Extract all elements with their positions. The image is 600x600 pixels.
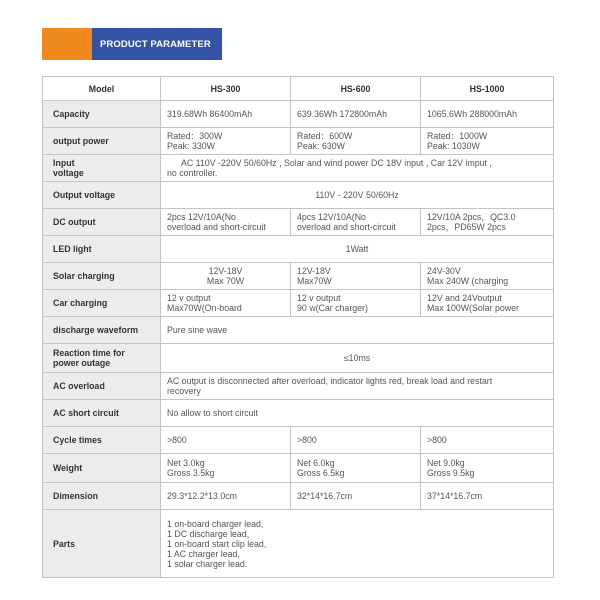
table-row-capacity xyxy=(43,101,554,128)
table-cell xyxy=(291,263,421,290)
cell-line: Peak: 330W xyxy=(167,141,215,151)
table-row-output-power xyxy=(43,128,554,155)
row-label: AC short circuit xyxy=(43,400,161,427)
row-label xyxy=(43,344,161,373)
table-cell: 110V - 220V 50/60Hz xyxy=(161,182,554,209)
table-cell xyxy=(291,128,421,155)
table-cell: 1Watt xyxy=(161,236,554,263)
table-row-solar-charging xyxy=(43,263,554,290)
table-row-reaction-time xyxy=(43,344,554,373)
cell-line: 12V and 24Voutput xyxy=(427,293,502,303)
table-cell: 1065.6Wh 288000mAh xyxy=(421,101,554,128)
row-label: Weight xyxy=(43,454,161,483)
table-cell xyxy=(161,454,291,483)
cell-line: Peak: 630W xyxy=(297,141,345,151)
header-accent-block xyxy=(42,28,92,60)
row-label-line: voltage xyxy=(53,168,84,178)
table-row-dc-output xyxy=(43,209,554,236)
table-cell xyxy=(161,290,291,317)
column-header-hs600: HS-600 xyxy=(291,77,421,101)
table-cell: >800 xyxy=(421,427,554,454)
table-cell xyxy=(161,263,291,290)
row-label: Parts xyxy=(43,510,161,578)
table-cell: 319.68Wh 86400mAh xyxy=(161,101,291,128)
cell-line: recovery xyxy=(167,386,201,396)
table-row-dimension xyxy=(43,483,554,510)
cell-line: Gross 3.5kg xyxy=(167,468,215,478)
table-cell xyxy=(161,373,554,400)
cell-line: 12 v output xyxy=(297,293,341,303)
table-cell xyxy=(161,155,554,182)
cell-line: Rated：1000W xyxy=(427,131,488,141)
section-header xyxy=(42,28,222,60)
row-label: Dimension xyxy=(43,483,161,510)
table-cell xyxy=(161,510,554,578)
table-row-weight xyxy=(43,454,554,483)
table-row-led-light xyxy=(43,236,554,263)
table-row-ac-short-circuit xyxy=(43,400,554,427)
column-header-hs300: HS-300 xyxy=(161,77,291,101)
table-cell: >800 xyxy=(291,427,421,454)
column-header-hs1000: HS-1000 xyxy=(421,77,554,101)
cell-line: Net 3.0kg xyxy=(167,458,205,468)
row-label: Output voltage xyxy=(43,182,161,209)
cell-line: 12V-18V xyxy=(297,266,331,276)
cell-line: 12 v output xyxy=(167,293,211,303)
cell-line: Max70W(On-board xyxy=(167,303,242,313)
row-label: Solar charging xyxy=(43,263,161,290)
row-label: Car charging xyxy=(43,290,161,317)
table-row-car-charging xyxy=(43,290,554,317)
cell-line: 1 on-board charger lead, xyxy=(167,518,264,529)
table-cell: ≤10ms xyxy=(161,344,554,373)
row-label-line: power outage xyxy=(53,358,111,368)
cell-line: 12V-18V xyxy=(208,266,243,276)
cell-line: 1 solar charger lead. xyxy=(167,558,248,569)
table-row-parts xyxy=(43,510,554,578)
row-label: discharge waveform xyxy=(43,317,161,344)
cell-line: 4pcs 12V/10A(No xyxy=(297,212,366,222)
row-label xyxy=(43,155,161,182)
row-label: DC output xyxy=(43,209,161,236)
cell-line: Rated：600W xyxy=(297,131,353,141)
row-label: Capacity xyxy=(43,101,161,128)
table-cell: 29.3*12.2*13.0cm xyxy=(161,483,291,510)
table-cell xyxy=(421,290,554,317)
cell-line: Peak: 1030W xyxy=(427,141,480,151)
table-row-ac-overload xyxy=(43,373,554,400)
row-label-line: Input xyxy=(53,158,75,168)
cell-line: no controller. xyxy=(167,168,218,178)
cell-line: 2pcs 12V/10A(No xyxy=(167,212,236,222)
table-cell xyxy=(161,128,291,155)
row-label: output power xyxy=(43,128,161,155)
cell-line: Gross 6.5kg xyxy=(297,468,345,478)
cell-line: 90 w(Car charger) xyxy=(297,303,368,313)
table-cell xyxy=(291,454,421,483)
cell-line: 1 DC discharge lead, xyxy=(167,528,250,539)
cell-line: 24V-30V xyxy=(427,266,461,276)
table-row-output-voltage xyxy=(43,182,554,209)
table-cell xyxy=(421,454,554,483)
table-header-row xyxy=(43,77,554,101)
section-title: PRODUCT PARAMETER xyxy=(92,28,222,60)
cell-line: Max 70W xyxy=(206,276,245,286)
row-label-line: Reaction time for xyxy=(53,348,125,358)
table-cell xyxy=(291,209,421,236)
table-cell: 639.36Wh 172800mAh xyxy=(291,101,421,128)
cell-line: Rated：300W xyxy=(167,131,223,141)
cell-line: Max 240W (charging xyxy=(427,276,509,286)
table-cell: Pure sine wave xyxy=(161,317,554,344)
cell-line: overload and short-circuit xyxy=(167,222,266,232)
cell-line: Max 100W(Solar power xyxy=(427,303,519,313)
row-label: LED light xyxy=(43,236,161,263)
cell-line: overload and short-circuit xyxy=(297,222,396,232)
row-label: Cycle times xyxy=(43,427,161,454)
cell-line: AC 110V -220V 50/60Hz , Solar and wind power DC 18V input , Car 12V imput , xyxy=(181,158,492,168)
cell-line: 1 on-board start clip lead, xyxy=(167,538,267,549)
cell-line: Max70W xyxy=(297,276,332,286)
table-cell: 37*14*16.7cm xyxy=(421,483,554,510)
cell-line: 1 AC charger lead, xyxy=(167,548,240,559)
table-cell xyxy=(421,209,554,236)
table-row-cycle-times xyxy=(43,427,554,454)
table-row-input-voltage xyxy=(43,155,554,182)
cell-line: AC output is disconnected after overload, indicator lights red, break load and restart xyxy=(167,376,493,386)
table-cell xyxy=(421,263,554,290)
table-cell: 32*14*16.7cm xyxy=(291,483,421,510)
column-header-model: Model xyxy=(43,77,161,101)
table-cell xyxy=(161,209,291,236)
cell-line: 2pcs，PD65W 2pcs xyxy=(427,222,506,232)
table-cell: >800 xyxy=(161,427,291,454)
product-parameter-table xyxy=(42,76,554,578)
table-row-discharge-waveform xyxy=(43,317,554,344)
cell-line: Net 6.0kg xyxy=(297,458,335,468)
cell-line: Gross 9.5kg xyxy=(427,468,475,478)
table-cell: No allow to short circuit xyxy=(161,400,554,427)
table-cell xyxy=(291,290,421,317)
row-label: AC overload xyxy=(43,373,161,400)
cell-line: 12V/10A 2pcs，QC3.0 xyxy=(427,212,516,222)
table-cell xyxy=(421,128,554,155)
cell-line: Net 9.0kg xyxy=(427,458,465,468)
